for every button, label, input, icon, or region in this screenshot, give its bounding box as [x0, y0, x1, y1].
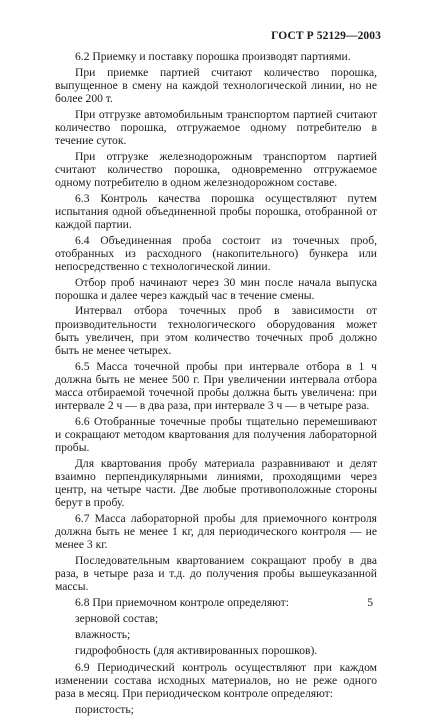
paragraph: Для квартования пробу материала разравнивают и делят взаимно перпендикулярными линиями, проходящими через центр, на четыре части. Две любые противоположные стороны берут в пробу. — [55, 456, 377, 510]
list-item: пористость; — [75, 702, 134, 716]
paragraph-6-8: 6.8 При приемочном контроле определяют: — [75, 596, 289, 609]
paragraph-6-5: 6.5 Масса точечной пробы при интервале отбора в 1 ч должна быть не менее 500 г. При увеличении интервала отбора масса отбираемой точечной пробы должна быть увеличена: при интервале 2 ч — в два раза, при интервале 3 ч — в четыре раза. — [55, 359, 377, 413]
list-item: зерновой состав; — [75, 611, 159, 625]
paragraph: При приемке партией считают количество порошка, выпущенное в смену на каждой технологической линии, но не более 200 т. — [55, 65, 377, 105]
document-body — [55, 50, 377, 719]
paragraph: При отгрузке железнодорожным транспортом партией считают количество порошка, одновременно отгружаемое одному потребителю в одном железнодорожном составе. — [55, 149, 377, 189]
paragraph: При отгрузке автомобильным транспортом партией считают количество порошка, отгружаемое одному потребителю в течение суток. — [55, 107, 377, 147]
paragraph-6-6: 6.6 Отобранные точечные пробы тщательно перемешивают и сокращают методом квартования для получения лабораторной пробы. — [55, 414, 377, 455]
standard-header: ГОСТ Р 52129—2003 — [271, 30, 381, 42]
paragraph: Отбор проб начинают через 30 мин после начала выпуска порошка и далее через каждый час в течение смены. — [55, 275, 377, 302]
paragraph-6-3: 6.3 Контроль качества порошка осуществляют путем испытания одной объединенной пробы порошка, отобранной от каждой партии. — [55, 191, 377, 231]
paragraph-6-2: 6.2 Приемку и поставку порошка производят партиями. — [75, 50, 351, 63]
paragraph-6-9: 6.9 Периодический контроль осуществляют при каждом изменении состава исходных материалов, но не реже одного раза в месяц. При периодическом контроле определяют: — [55, 660, 377, 701]
paragraph-6-4: 6.4 Объединенная проба состоит из точечных проб, отобранных из расходного (накопительного) бункера или непосредственно с технологической линии. — [55, 233, 377, 273]
list-item: гидрофобность (для активированных порошков). — [75, 644, 318, 658]
paragraph: Интервал отбора точечных проб в зависимости от производительности технологического оборудования может быть увеличен, при этом количество точечных проб должно быть не менее четырех. — [55, 304, 377, 357]
list-item: влажность; — [75, 627, 131, 641]
page-number: 5 — [367, 596, 373, 609]
paragraph-6-7: 6.7 Масса лабораторной пробы для приемочного контроля должна быть не менее 1 кг, для периодического контроля — не менее 3 кг. — [55, 512, 377, 552]
paragraph: Последовательным квартованием сокращают пробу в два раза, в четыре раза и т.д. до получения пробы вышеуказанной массы. — [55, 554, 377, 594]
